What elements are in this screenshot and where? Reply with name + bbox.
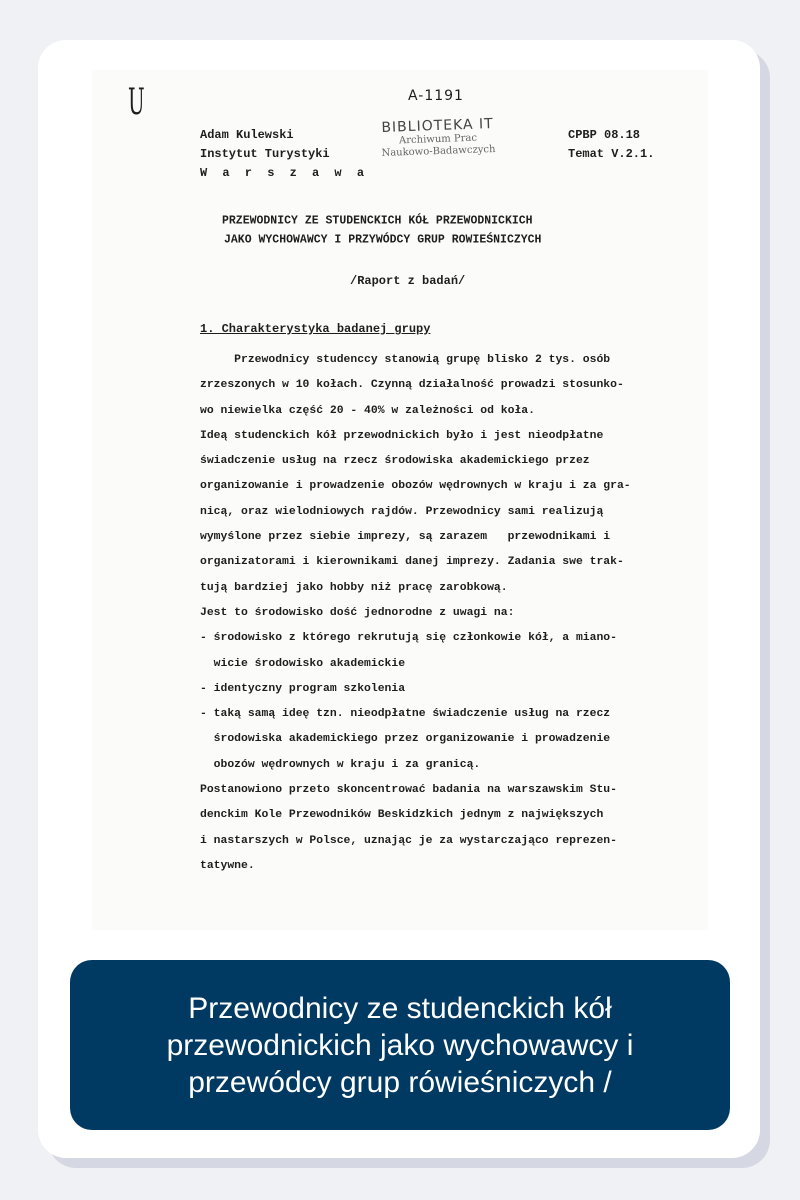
title-caption-banner[interactable] (70, 960, 730, 1130)
body-line: nicą, oraz wielodniowych rajdów. Przewodnicy sami realizują (200, 505, 604, 518)
program-code: CPBP 08.18 (568, 128, 641, 142)
handwritten-mark: U (128, 82, 146, 123)
body-line: wicie środowisko akademickie (200, 657, 406, 670)
document-body (200, 348, 700, 879)
body-line: zrzeszonych w 10 kołach. Czynną działalność prowadzi stosunko- (200, 379, 624, 392)
body-line: wo niewielka część 20 - 40% w zależności od koła. (200, 404, 535, 417)
body-line: denckim Kole Przewodników Beskidzkich jednym z największych (200, 809, 604, 822)
body-line: obozów wędrownych w kraju i za granicą. (200, 758, 481, 771)
caption-text: Przewodnicy ze studenckich kół przewodnickich jako wychowawcy i przewódcy grup rówieśniczych / (166, 991, 634, 1099)
body-line: Ideą studenckich kół przewodnickich było i jest nieodpłatne (200, 429, 604, 442)
title-line: PRZEWODNICY ZE STUDENCKICH KÓŁ PRZEWODNICKICH (222, 214, 533, 228)
stamp-line-2: Archiwum Prac (398, 132, 478, 147)
body-line: organizowanie i prowadzenie obozów wędrownych w kraju i za gra- (200, 480, 631, 493)
stamp-line-3: Naukowo-Badawczych (381, 144, 496, 159)
author-name: Adam Kulewski (200, 128, 294, 142)
body-line: - identyczny program szkolenia (200, 682, 406, 695)
topic-code: Temat V.2.1. (568, 147, 655, 161)
section-heading: 1. Charakterystyka badanej grupy (200, 322, 431, 336)
body-line: organizatorami i kierownikami danej imprezy. Zadania swe trak- (200, 556, 624, 569)
body-line: tatywne. (200, 859, 255, 872)
archive-number: A-1191 (408, 88, 464, 104)
body-line: tują bardziej jako hobby niż pracę zarobkową. (200, 581, 508, 594)
document-title (222, 212, 541, 250)
title-line: JAKO WYCHOWAWCY I PRZYWÓDCY GRUP ROWIEŚNICZYCH (224, 233, 542, 247)
library-stamp (367, 116, 508, 161)
body-line: Przewodnicy studenccy stanowią grupę blisko 2 tys. osób (200, 354, 611, 366)
body-line: i nastarszych w Polsce, uznając je za wystarczająco reprezen- (200, 834, 617, 847)
author-block (200, 126, 368, 183)
body-line: - środowisko z którego rekrutują się członkowie kół, a miano- (200, 632, 617, 645)
body-line: środowiska akademickiego przez organizowanie i prowadzenie (200, 733, 611, 746)
body-line: - taką samą ideę tzn. nieodpłatne świadczenie usług na rzecz (200, 708, 611, 721)
body-line: Postanowiono przeto skoncentrować badania na warszawskim Stu- (200, 784, 617, 797)
document-scan[interactable] (92, 70, 708, 930)
code-block (568, 126, 654, 164)
body-line: Jest to środowisko dość jednorodne z uwagi na: (200, 606, 515, 619)
author-institute: Instytut Turystyki (200, 147, 330, 161)
body-line: świadczenie usług na rzecz środowiska akademickiego przez (200, 455, 590, 468)
author-city: W a r s z a w a (200, 166, 369, 180)
stamp-line-1: BIBLIOTEKA IT (381, 116, 494, 136)
body-line: wymyślone przez siebie imprezy, są zarazem przewodnikami i (200, 531, 611, 544)
document-subtitle: /Raport z badań/ (350, 274, 466, 288)
